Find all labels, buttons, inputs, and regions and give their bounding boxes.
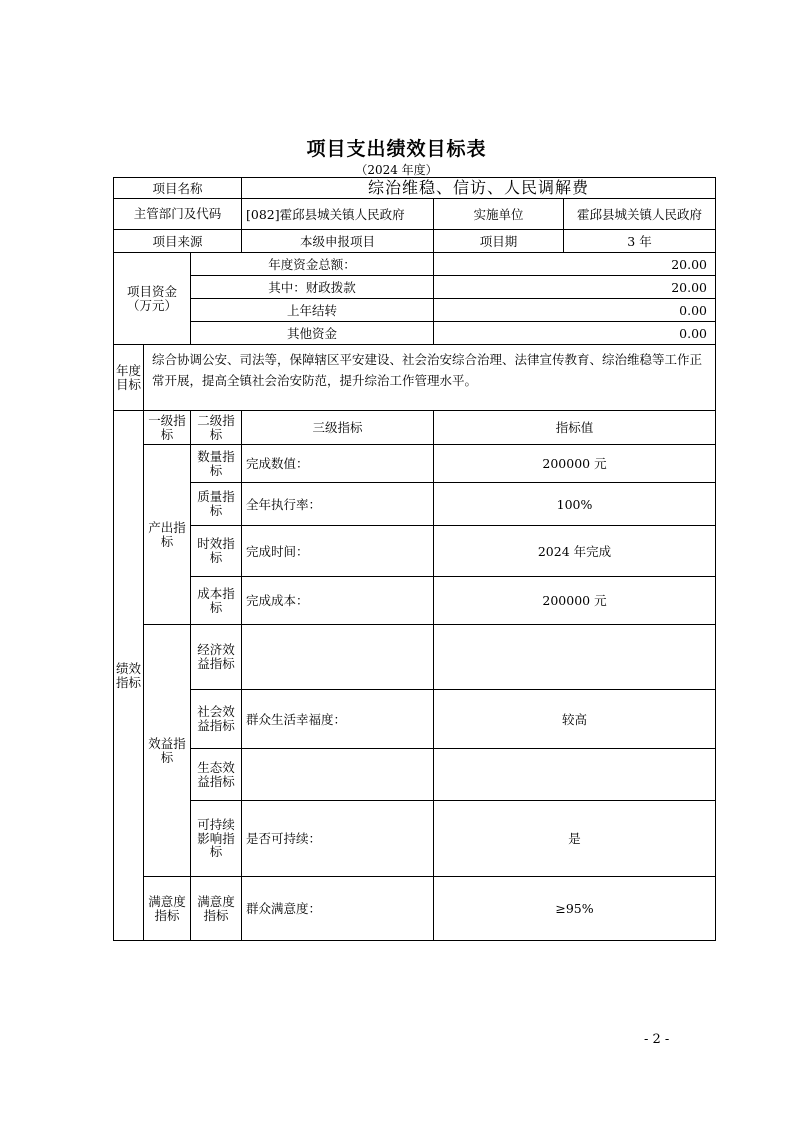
l3-social: 群众生活幸福度： <box>242 690 434 749</box>
header-level1: 一级指标 <box>144 411 191 445</box>
val-timeliness: 2024 年完成 <box>434 526 716 577</box>
source-label: 项目来源 <box>114 230 242 253</box>
funds-label-total: 年度资金总额： <box>191 253 434 276</box>
row-funds-fiscal <box>114 276 716 299</box>
l3-timeliness: 完成时间： <box>242 526 434 577</box>
l3-quantity: 完成数值： <box>242 445 434 483</box>
row-social <box>114 690 716 749</box>
val-social: 较高 <box>434 690 716 749</box>
impl-value: 霍邱县城关镇人民政府 <box>564 199 716 230</box>
group-benefit: 效益指标 <box>144 625 191 877</box>
row-funds-total <box>114 253 716 276</box>
l3-economic <box>242 625 434 690</box>
row-annual-goal <box>114 345 716 411</box>
val-sustainable: 是 <box>434 801 716 877</box>
val-ecological <box>434 749 716 801</box>
l2-satisfaction: 满意度指标 <box>191 877 242 941</box>
row-sustainable <box>114 801 716 877</box>
header-value: 指标值 <box>434 411 716 445</box>
row-funds-carryover <box>114 299 716 322</box>
row-indicator-header <box>114 411 716 445</box>
l2-cost: 成本指标 <box>191 577 242 625</box>
goal-label: 年度目标 <box>114 345 144 411</box>
row-funds-other <box>114 322 716 345</box>
l2-quantity: 数量指标 <box>191 445 242 483</box>
funds-value-total: 20.00 <box>434 253 716 276</box>
row-quality <box>114 483 716 526</box>
l2-economic: 经济效益指标 <box>191 625 242 690</box>
header-level3: 三级指标 <box>242 411 434 445</box>
l2-social: 社会效益指标 <box>191 690 242 749</box>
goal-text: 综合协调公安、司法等，保障辖区平安建设、社会治安综合治理、法律宣传教育、综治维稳等工作正常开展，提高全镇社会治安防范，提升综治工作管理水平。 <box>144 345 716 411</box>
perf-label: 绩效指标 <box>114 411 144 941</box>
val-quality: 100% <box>434 483 716 526</box>
group-output: 产出指标 <box>144 445 191 625</box>
row-economic <box>114 625 716 690</box>
page-number: - 2 - <box>644 1032 670 1047</box>
row-satisfaction <box>114 877 716 941</box>
year-subtitle: （2024 年度） <box>355 163 438 177</box>
row-cost <box>114 577 716 625</box>
l3-satisfaction: 群众满意度： <box>242 877 434 941</box>
funds-value-carryover: 0.00 <box>434 299 716 322</box>
row-ecological <box>114 749 716 801</box>
row-project-name <box>114 178 716 199</box>
header-level2: 二级指标 <box>191 411 242 445</box>
funds-value-fiscal: 20.00 <box>434 276 716 299</box>
l3-sustainable: 是否可持续： <box>242 801 434 877</box>
period-label: 项目期 <box>434 230 564 253</box>
funds-label: 项目资金（万元） <box>114 253 191 345</box>
impl-label: 实施单位 <box>434 199 564 230</box>
row-timeliness <box>114 526 716 577</box>
project-name-label: 项目名称 <box>114 178 242 199</box>
val-quantity: 200000 元 <box>434 445 716 483</box>
val-satisfaction: ≥95% <box>434 877 716 941</box>
row-source <box>114 230 716 253</box>
period-value: 3 年 <box>564 230 716 253</box>
l2-ecological: 生态效益指标 <box>191 749 242 801</box>
row-department <box>114 199 716 230</box>
funds-label-carryover: 上年结转 <box>191 299 434 322</box>
funds-label-fiscal: 其中：财政拨款 <box>191 276 434 299</box>
dept-label: 主管部门及代码 <box>114 199 242 230</box>
funds-value-other: 0.00 <box>434 322 716 345</box>
l3-ecological <box>242 749 434 801</box>
l2-quality: 质量指标 <box>191 483 242 526</box>
page-title: 项目支出绩效目标表 <box>306 138 487 160</box>
val-economic <box>434 625 716 690</box>
funds-label-other: 其他资金 <box>191 322 434 345</box>
val-cost: 200000 元 <box>434 577 716 625</box>
source-value: 本级申报项目 <box>242 230 434 253</box>
project-name-value: 综治维稳、信访、人民调解费 <box>242 178 716 199</box>
group-satisfaction: 满意度指标 <box>144 877 191 941</box>
dept-value: [082]霍邱县城关镇人民政府 <box>242 199 434 230</box>
l2-timeliness: 时效指标 <box>191 526 242 577</box>
row-quantity <box>114 445 716 483</box>
performance-table <box>113 177 716 941</box>
l2-sustainable: 可持续影响指标 <box>191 801 242 877</box>
l3-cost: 完成成本： <box>242 577 434 625</box>
l3-quality: 全年执行率： <box>242 483 434 526</box>
